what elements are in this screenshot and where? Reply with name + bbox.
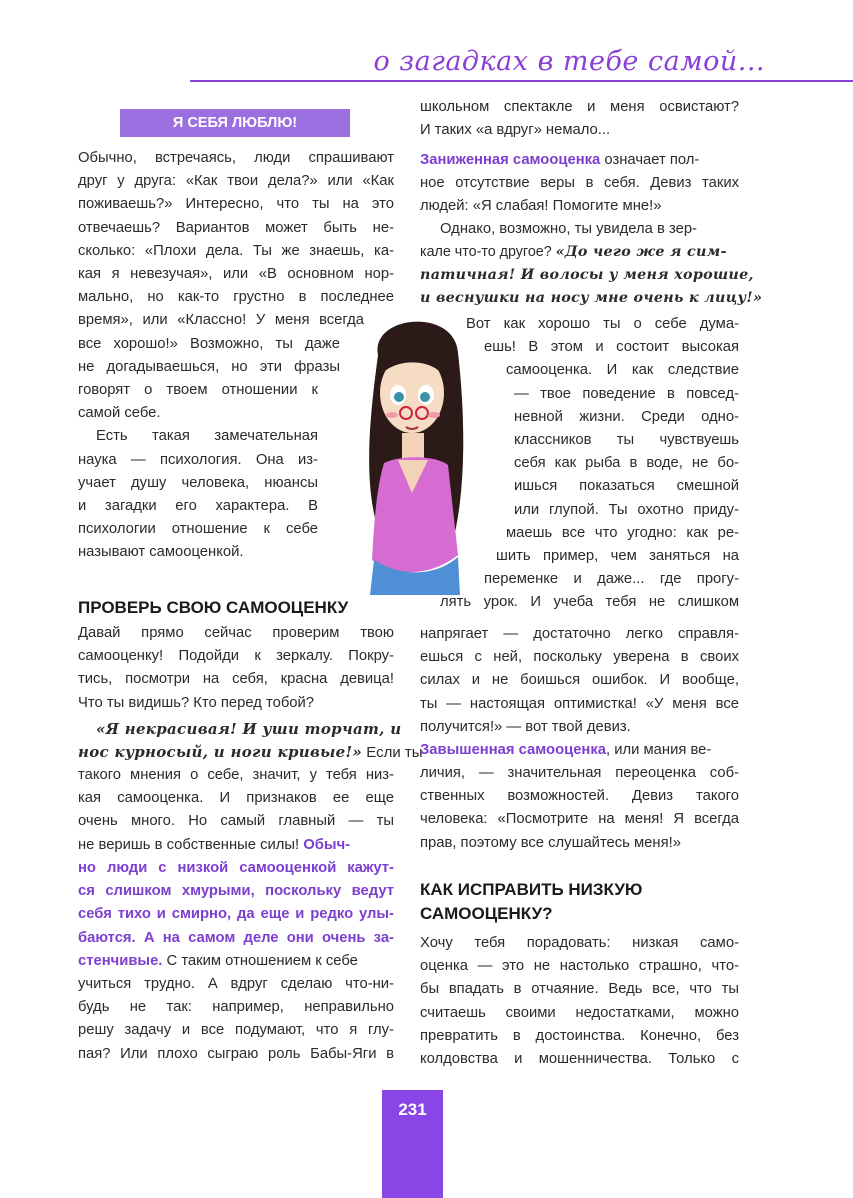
high-esteem-line	[420, 739, 739, 762]
highlight-text: Обыч-	[303, 837, 351, 853]
mirror-lead: кале что-то другое?	[420, 244, 556, 260]
paragraph-line: и загадки его характера. В	[78, 498, 318, 514]
quote-tail: Если ты	[362, 744, 423, 761]
paragraph-line: все хорошо!» Возможно, ты даже	[78, 335, 340, 352]
paragraph-line: лять урок. И учеба тебя не слишком	[440, 594, 739, 611]
quote-script-part: нос курносый, и ноги кривые!»	[78, 743, 363, 761]
paragraph-line: оценка — это не настолько страшно, что-	[420, 958, 739, 975]
mirror-line: Однако, возможно, ты увидела в зер-	[440, 221, 697, 237]
paragraph-line: маешь все что угодно: как ре-	[506, 524, 739, 541]
paragraph-line: личия, — значительная переоценка соб-	[420, 765, 739, 781]
low-esteem-line	[420, 149, 739, 172]
paragraph-line: пая? Или плохо сыграю роль Бабы-Яги в	[78, 1045, 394, 1062]
paragraph-line: силах и не боишься ошибок. И вообще,	[420, 672, 739, 689]
paragraph-line: самой себе.	[78, 405, 161, 422]
paragraph-line: кая самооценка. И признаков ее еще	[78, 790, 394, 807]
paragraph-line: считаешь своими недостатками, можно	[420, 1004, 739, 1021]
paragraph-line: называют самооценкой.	[78, 544, 244, 561]
quote-script-line-2	[78, 741, 423, 764]
paragraph-line: школьном спектакле и меня освистают?	[420, 99, 739, 115]
highlight-line: ся слишком хмурыми, поскольку ведут	[78, 883, 394, 900]
mirror-script: «До чего же я сим-	[555, 244, 727, 260]
paragraph-line: ешь! В этом и состоит высокая	[484, 339, 739, 356]
paragraph-line: прав, поэтому все слушайтесь меня!»	[420, 834, 681, 851]
paragraph-line: шить пример, чем заняться на	[496, 548, 739, 564]
paragraph-line: учиться трудно. А вдруг сделаю что-ни-	[78, 976, 394, 992]
section3-heading-1: КАК ИСПРАВИТЬ НИЗКУЮ	[420, 880, 643, 899]
paragraph-line: сколько: «Плохи дела. Ты же знаешь, ка-	[78, 242, 394, 259]
mirror-script-line: и веснушки на носу мне очень к лицу!»	[420, 290, 763, 306]
paragraph-line: самооценку! Подойди к зеркалу. Покру-	[78, 648, 394, 665]
paragraph-line: людей: «Я слабая! Помогите мне!»	[420, 198, 662, 215]
highlight-line: но люди с низкой самооценкой кажут-	[78, 860, 394, 876]
paragraph-line: самооценка. И как следствие	[506, 362, 739, 379]
paragraph-line: говорят о твоем отношении к	[78, 382, 318, 398]
header-divider	[190, 80, 853, 82]
mirror-script-line: патичная! И волосы у меня хорошие,	[420, 267, 754, 283]
paragraph-line: ешься с ней, поскольку уверена в своих	[420, 649, 739, 666]
paragraph-line: будь не так: например, неправильно	[78, 999, 394, 1016]
paragraph-line: отвечаешь? Вариантов может быть не-	[78, 219, 394, 236]
paragraph-line: классников ты чувствуешь	[514, 432, 739, 448]
paragraph-line: друг у друга: «Как твои дела?» или «Как	[78, 173, 394, 190]
paragraph-line: — твое поведение в повсед-	[514, 385, 739, 402]
mirror-line-2	[420, 241, 727, 264]
paragraph-line: не догадываешься, но эти фразы	[78, 358, 340, 375]
highlight-line: баются. А на самом деле они очень за-	[78, 929, 394, 946]
paragraph-line: ишься показаться смешной	[514, 478, 739, 495]
mixed-line-b	[78, 950, 394, 973]
term-high-esteem: Завышенная самооценка	[420, 742, 607, 758]
term-definition: , или мания ве-	[606, 742, 712, 758]
paragraph-line: поживаешь?» Интересно, что ты на это	[78, 196, 394, 213]
quote-script-line: «Я некрасивая! И уши торчат, и	[96, 720, 402, 738]
paragraph-line: получится!» — вот твой девиз.	[420, 718, 631, 735]
mixed-line-a	[78, 834, 394, 857]
paragraph-line: Обычно, встречаясь, люди спрашивают	[78, 150, 394, 166]
paragraph-line: ное отсутствие веры в себя. Девиз таких	[420, 175, 739, 191]
paragraph-line: учает душу человека, нюансы	[78, 474, 318, 491]
paragraph-line: себя как рыба в воде, не бо-	[514, 455, 739, 472]
section-pill-heading: Я СЕБЯ ЛЮБЛЮ!	[120, 109, 350, 137]
paragraph-line: невной жизни. Среди одно-	[514, 408, 739, 425]
paragraph-line: Давай прямо сейчас проверим твою	[78, 625, 394, 641]
section3-heading-2: САМООЦЕНКУ?	[420, 904, 553, 923]
paragraph-line: ты — настоящая оптимистка! «У меня все	[420, 695, 739, 712]
paragraph-line: колдовства и мошенничества. Только с	[420, 1051, 739, 1067]
paragraph-line: Вот как хорошо ты о себе дума-	[466, 316, 739, 332]
paragraph-line: превратить в достоинства. Конечно, без	[420, 1027, 739, 1044]
paragraph-line: Есть такая замечательная	[96, 428, 318, 445]
paragraph-line: бы впадать в отчаяние. Ведь все, что ты	[420, 981, 739, 998]
paragraph-line: мально, но как-то грустно в последнее	[78, 289, 394, 306]
page-number: 231	[398, 1100, 427, 1119]
paragraph-line: Что ты видишь? Кто перед тобой?	[78, 694, 315, 711]
paragraph-line: тись, посмотри на себя, красна девица!	[78, 671, 394, 688]
paragraph-line: кая я невезучая», или «В основном нор-	[78, 266, 394, 282]
girl-illustration	[340, 315, 490, 595]
mixed-text: С таким отношением к себе	[162, 953, 358, 969]
paragraph-line: наука — психология. Она из-	[78, 451, 318, 468]
term-definition: означает пол-	[600, 152, 700, 168]
paragraph-line: напрягает — достаточно легко справля-	[420, 626, 739, 642]
term-low-esteem: Заниженная самооценка	[420, 152, 601, 168]
paragraph-line: Хочу тебя порадовать: низкая само-	[420, 935, 739, 951]
highlight-line: себя тихо и смирно, да еще и редко улы-	[78, 906, 394, 923]
page-header-title: о загадках в тебе самой...	[373, 46, 765, 77]
highlight-text: стенчивые.	[78, 953, 163, 969]
paragraph-line: психологии отношение к себе	[78, 521, 318, 538]
paragraph-line: или глупой. Ты охотно приду-	[514, 501, 739, 518]
paragraph-line: человека: «Посмотрите на меня! Я всегда	[420, 811, 739, 828]
paragraph-line: такого мнения о себе, значит, у тебя низ-	[78, 767, 394, 783]
mixed-text: не веришь в собственные силы!	[78, 837, 304, 853]
paragraph-line: решу задачу и все подумают, что я глу-	[78, 1022, 394, 1039]
paragraph-line: время», или «Классно! У меня всегда	[78, 312, 364, 329]
paragraph-line: переменке и даже... где прогу-	[484, 571, 739, 588]
paragraph-line: И таких «а вдруг» немало...	[420, 122, 611, 139]
paragraph-line: ственных возможностей. Девиз такого	[420, 788, 739, 805]
paragraph-line: очень много. Но самый главный — ты	[78, 813, 394, 830]
section2-heading: ПРОВЕРЬ СВОЮ САМООЦЕНКУ	[78, 598, 349, 617]
